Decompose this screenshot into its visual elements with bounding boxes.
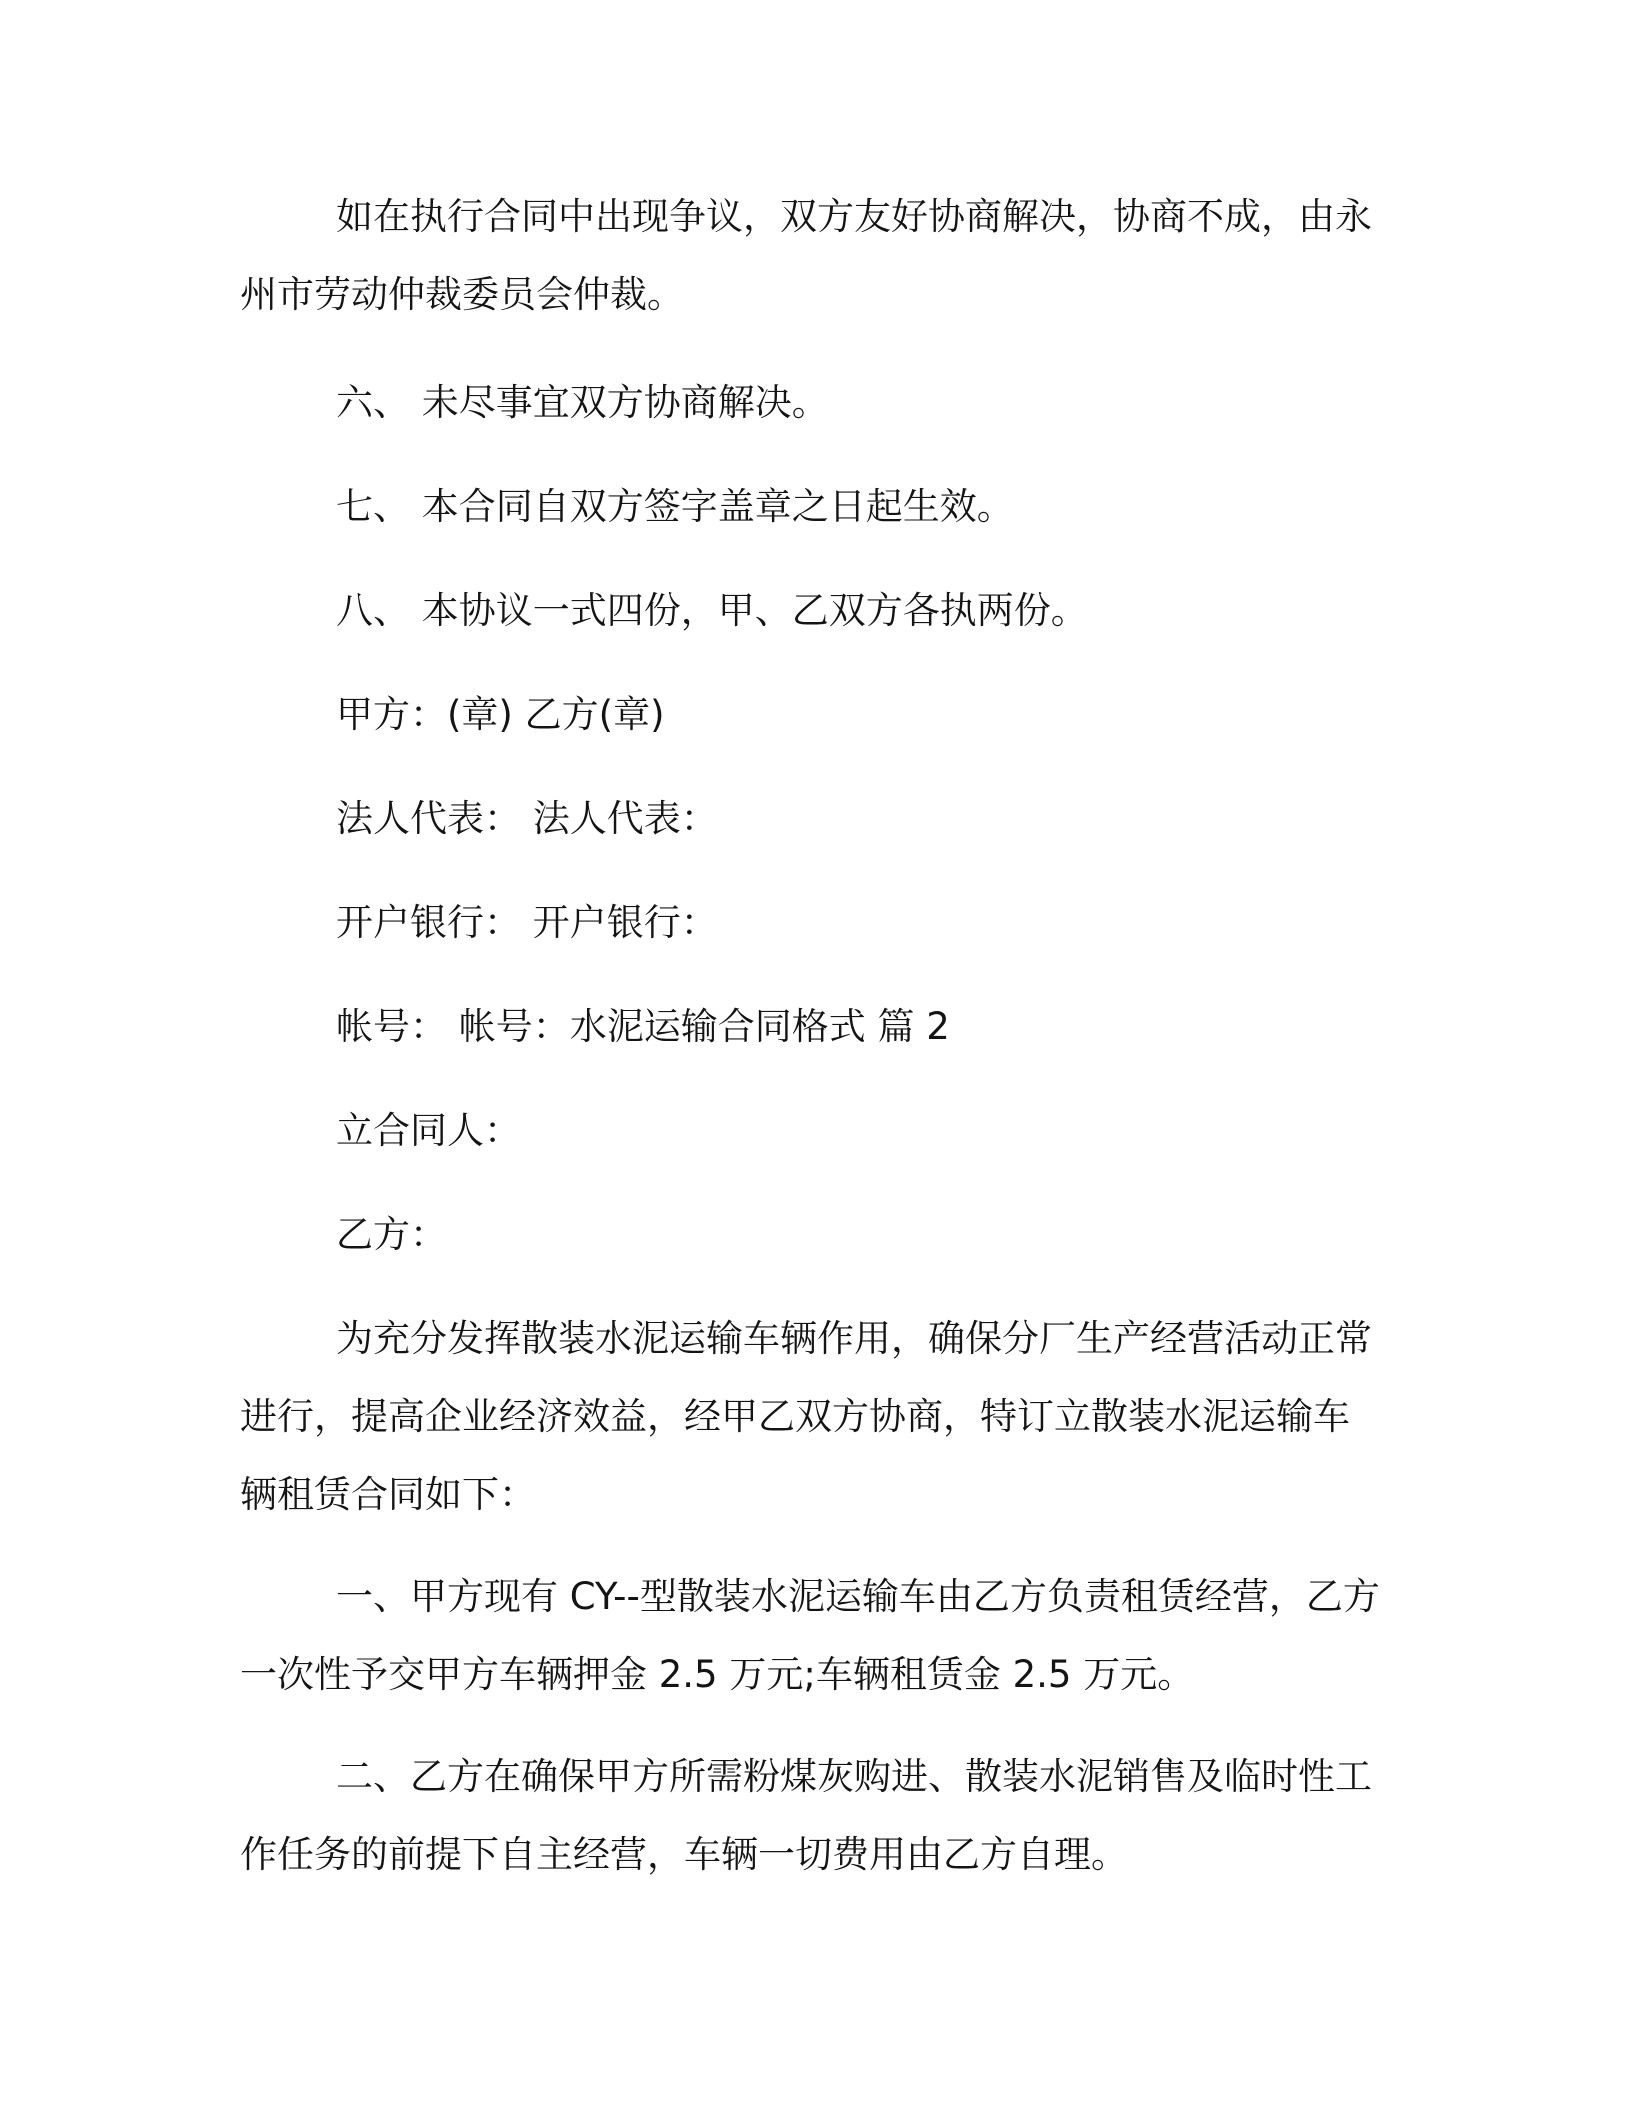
paragraph-item-seven (240, 468, 1400, 546)
paragraph-preamble (240, 1300, 1400, 1534)
text-line: 甲方：(章) 乙方(章) (336, 693, 665, 736)
text-line: 乙方： (336, 1213, 447, 1256)
text-line: 七、 本合同自双方签字盖章之日起生效。 (336, 485, 1014, 528)
text-line: 作任务的前提下自主经营，车辆一切费用由乙方自理。 (240, 1833, 1128, 1876)
text-line: 八、 本协议一式四份，甲、乙双方各执两份。 (336, 589, 1088, 632)
text-line: 立合同人： (336, 1109, 521, 1152)
text-line: 一、甲方现有 CY--型散装水泥运输车由乙方负责租赁经营，乙方 (336, 1575, 1380, 1618)
paragraph-item-eight (240, 572, 1400, 650)
text-line: 开户银行： 开户银行： (336, 901, 718, 944)
paragraph-legal-rep (240, 780, 1400, 858)
paragraph-account (240, 988, 1400, 1066)
text-line: 州市劳动仲裁委员会仲裁。 (240, 273, 684, 316)
text-line: 辆租赁合同如下： (240, 1473, 536, 1516)
paragraph-clause-two (240, 1738, 1400, 1894)
text-line: 进行，提高企业经济效益，经甲乙双方协商，特订立散装水泥运输车 (240, 1395, 1350, 1438)
text-line: 二、乙方在确保甲方所需粉煤灰购进、散装水泥销售及临时性工 (336, 1755, 1372, 1798)
text-line: 帐号： 帐号：水泥运输合同格式 篇 2 (336, 1005, 950, 1048)
paragraph-contract-party (240, 1092, 1400, 1170)
text-line: 如在执行合同中出现争议，双方友好协商解决，协商不成，由永 (336, 195, 1372, 238)
paragraph-party-seal (240, 676, 1400, 754)
paragraph-clause-one (240, 1558, 1400, 1714)
paragraph-bank (240, 884, 1400, 962)
paragraph-dispute (240, 178, 1400, 334)
text-line: 法人代表： 法人代表： (336, 797, 718, 840)
paragraph-item-six (240, 364, 1400, 442)
text-line: 一次性予交甲方车辆押金 2.5 万元;车辆租赁金 2.5 万元。 (240, 1653, 1195, 1696)
text-line: 为充分发挥散装水泥运输车辆作用，确保分厂生产经营活动正常 (336, 1317, 1372, 1360)
paragraph-party-b (240, 1196, 1400, 1274)
text-line: 六、 未尽事宜双方协商解决。 (336, 381, 829, 424)
